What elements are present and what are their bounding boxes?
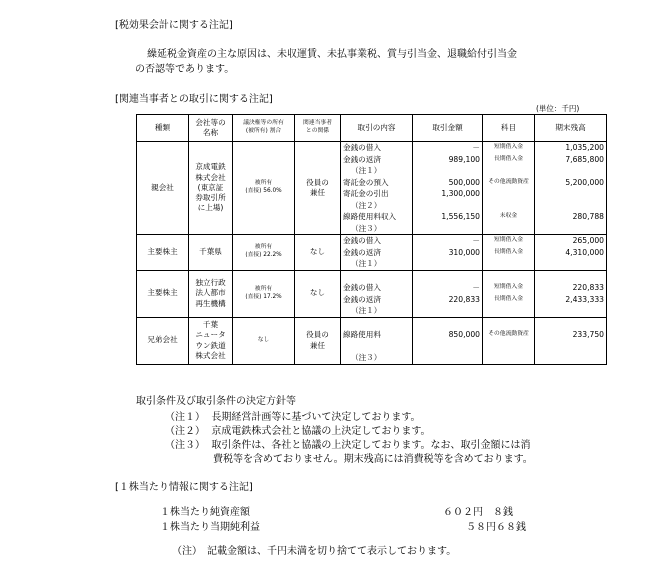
row-end-balance: 265,000 4,310,000 <box>535 235 607 271</box>
related-party-table <box>136 114 607 365</box>
row-company: 千葉 ニュータ ウン鉄道 株式会社 <box>189 317 233 364</box>
note-label: （注３） <box>165 440 205 451</box>
row-type: 主要株主 <box>137 270 189 317</box>
row-voting: 被所有 (直接) 17.2% <box>233 270 295 317</box>
row-type: 兄弟会社 <box>137 317 189 364</box>
table-row <box>137 142 607 235</box>
related-section-heading: [関連当事者との取引に関する注記] <box>115 94 273 105</box>
row-amount: － 989,100 500,000 1,300,000 1,556,150 <box>413 142 483 235</box>
tax-section-line-1: 繰延税金資産の主な原因は、未収運賃、未払事業税、賞与引当金、退職給付引当金 <box>147 49 517 60</box>
conditions-title: 取引条件及び取引条件の決定方針等 <box>136 396 296 407</box>
header-subject: 科目 <box>483 115 535 142</box>
row-type: 主要株主 <box>137 235 189 271</box>
per-share-heading: [１株当たり情報に関する注記] <box>115 482 253 493</box>
row-company: 千葉県 <box>189 235 233 271</box>
header-end-balance: 期末残高 <box>535 115 607 142</box>
row-amount: － 220,833 <box>413 270 483 317</box>
note-text: 京成電鉄株式会社と協議の上決定しております。 <box>211 426 431 437</box>
per-share-value-2: ５８円６８銭 <box>466 522 526 533</box>
row-end-balance: 233,750 <box>535 317 607 364</box>
note-label: （注２） <box>165 426 205 437</box>
row-content: 線路使用料 （注３） <box>341 317 413 364</box>
row-voting: 被所有 (直接) 56.0% <box>233 142 295 235</box>
row-subject: 短期借入金 長期借入金 その他流動資産 未収金 <box>483 142 535 235</box>
row-content: 金銭の借入 金銭の返済 （注１） <box>341 270 413 317</box>
row-content: 金銭の借入 金銭の返済 （注１） <box>341 235 413 271</box>
note-1 <box>165 408 421 423</box>
note-label: （注１） <box>165 412 205 423</box>
row-relation: なし <box>295 270 341 317</box>
row-relation: 役員の 兼任 <box>295 317 341 364</box>
tax-section-heading: [税効果会計に関する注記] <box>115 20 233 31</box>
row-content: 金銭の借入 金銭の返済 （注１） 寄託金の預入 寄託金の引出 （注２） 線路使用料収入 （注３） <box>341 142 413 235</box>
row-subject: 短期借入金 長期借入金 <box>483 235 535 271</box>
row-amount: 850,000 <box>413 317 483 364</box>
per-share-value-1: ６０２円 ８銭 <box>443 507 513 518</box>
amount-footnote: （注） 記載金額は、千円未満を切り捨てて表示しております。 <box>172 546 457 557</box>
table-row <box>137 270 607 317</box>
row-end-balance: 220,833 2,433,333 <box>535 270 607 317</box>
header-company: 会社等の 名称 <box>189 115 233 142</box>
row-end-balance: 1,035,200 7,685,800 5,200,000 280,788 <box>535 142 607 235</box>
row-subject: 短期借入金 長期借入金 <box>483 270 535 317</box>
row-amount: － 310,000 <box>413 235 483 271</box>
per-share-label-1: １株当たり純資産額 <box>160 507 250 518</box>
row-subject: その他流動資産 <box>483 317 535 364</box>
table-header-row <box>137 115 607 142</box>
header-voting: 議決権等の所有 (被所有) 割合 <box>233 115 295 142</box>
row-relation: 役員の 兼任 <box>295 142 341 235</box>
header-relation: 関連当事者 との関係 <box>295 115 341 142</box>
header-amount: 取引金額 <box>413 115 483 142</box>
row-type: 親会社 <box>137 142 189 235</box>
row-relation: なし <box>295 235 341 271</box>
header-type: 種類 <box>137 115 189 142</box>
header-content: 取引の内容 <box>341 115 413 142</box>
unit-label: (単位：千円) <box>536 104 580 113</box>
note-text: 取引条件は、各社と協議の上決定しております。なお、取引金額には消 <box>211 440 531 451</box>
tax-section-line-2: の否認等であります。 <box>135 64 235 75</box>
row-company: 独立行政 法人都市 再生機構 <box>189 270 233 317</box>
row-company: 京成電鉄 株式会社 (東京証 券取引所 に上場) <box>189 142 233 235</box>
note-3-continued: 費税等を含めておりません。期末残高には消費税等を含めております。 <box>213 454 533 465</box>
note-3 <box>165 436 531 451</box>
table-row <box>137 317 607 364</box>
note-text: 長期経営計画等に基づいて決定しております。 <box>211 412 421 423</box>
table-row <box>137 235 607 271</box>
row-voting: なし <box>233 317 295 364</box>
note-2 <box>165 422 431 437</box>
per-share-label-2: １株当たり当期純利益 <box>160 522 260 533</box>
row-voting: 被所有 (直接) 22.2% <box>233 235 295 271</box>
